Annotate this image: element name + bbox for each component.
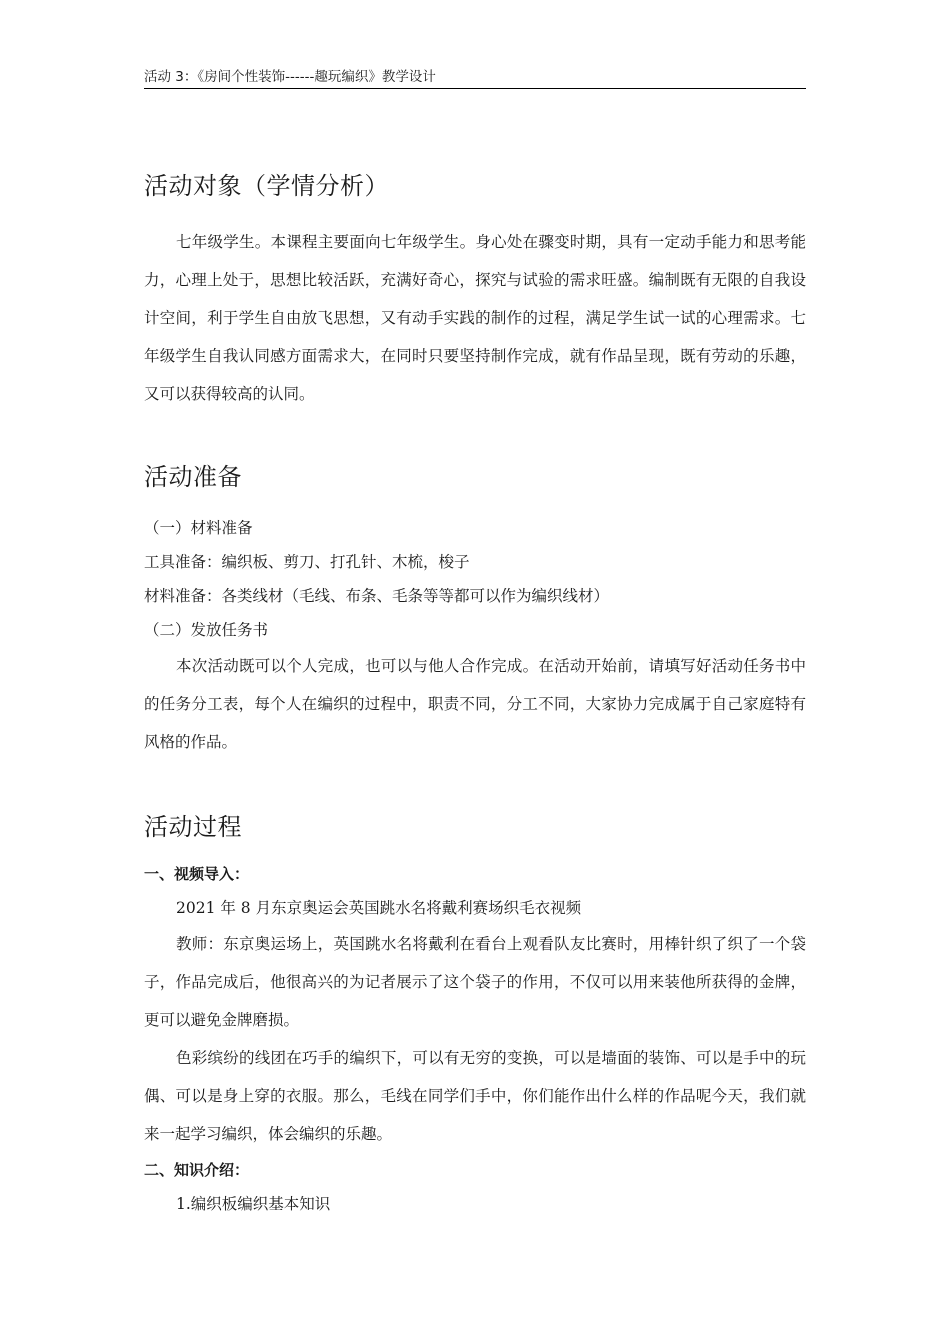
- tools-line: 工具准备：编织板、剪刀、打孔针、木梳，梭子: [144, 553, 470, 571]
- subheading-task-book: （二）发放任务书: [144, 621, 269, 639]
- step-knowledge-intro: 二、知识介绍：: [144, 1161, 250, 1179]
- materials-line: 材料准备：各类线材（毛线、布条、毛条等等都可以作为编织线材）: [144, 587, 610, 605]
- running-header: 活动 3：《房间个性装饰------趣玩编织》教学设计: [144, 68, 806, 89]
- step-video-intro: 一、视频导入：: [144, 865, 250, 883]
- section-heading-process: 活动过程: [144, 813, 242, 841]
- paragraph-colorful-yarn: 色彩缤纷的线团在巧手的编织下，可以有无穷的变换，可以是墙面的装饰、可以是手中的玩偶、可以是身上穿的衣服。那么，毛线在同学们手中，你们能作出什么样的作品呢今天，我们就来一起学习编织，体会编织的乐趣。: [144, 1049, 806, 1143]
- document-body: [144, 168, 806, 1221]
- section-heading-activity-target: 活动对象（学情分析）: [144, 172, 389, 200]
- paragraph-student-analysis: 七年级学生。本课程主要面向七年级学生。身心处在骤变时期，具有一定动手能力和思考能力，心理上处于，思想比较活跃，充满好奇心，探究与试验的需求旺盛。编制既有无限的自我设计空间，利于学生自由放飞思想，又有动手实践的制作的过程，满足学生试一试的心理需求。七年级学生自我认同感方面需求大，在同时只要坚持制作完成，就有作品呈现，既有劳动的乐趣，又可以获得较高的认同。: [144, 233, 806, 403]
- section-heading-preparation: 活动准备: [144, 463, 242, 491]
- subheading-materials: （一）材料准备: [144, 519, 253, 537]
- paragraph-task-book: 本次活动既可以个人完成，也可以与他人合作完成。在活动开始前，请填写好活动任务书中的任务分工表，每个人在编织的过程中，职责不同，分工不同，大家协力完成属于自己家庭特有风格的作品。: [144, 657, 806, 751]
- video-description: 2021 年 8 月东京奥运会英国跳水名将戴利赛场织毛衣视频: [176, 899, 582, 917]
- paragraph-teacher: 教师：东京奥运场上，英国跳水名将戴利在看台上观看队友比赛时，用棒针织了织了一个袋子，作品完成后，他很高兴的为记者展示了这个袋子的作用，不仅可以用来装他所获得的金牌，更可以避免金牌磨损。: [144, 935, 806, 1029]
- knowledge-item-1: 1.编织板编织基本知识: [176, 1195, 331, 1213]
